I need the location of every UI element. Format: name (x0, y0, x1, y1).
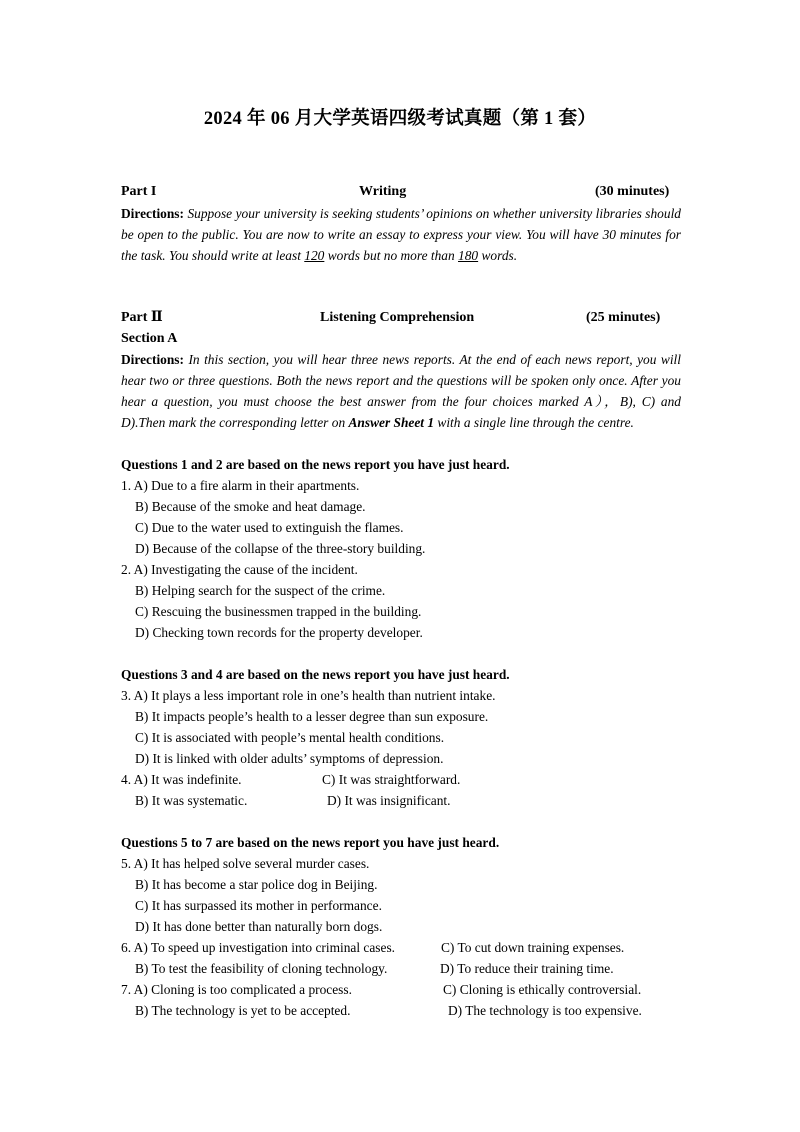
directions-text: Suppose your university is seeking students’ opinions on whether university libraries should be open to the public. You are now to write an essay to express your view. You will have 30 minutes for the task. You should write at least (121, 206, 681, 263)
option-line: B) To test the feasibility of cloning technology. (135, 961, 388, 976)
part1-directions (121, 203, 681, 266)
part2-header (121, 308, 681, 328)
option-line: 1. A) Due to a fire alarm in their apartments. (121, 478, 360, 493)
option-line: B) It was systematic. (135, 793, 248, 808)
option-line: D) Checking town records for the property developer. (135, 625, 423, 640)
option-line: D) Because of the collapse of the three-story building. (135, 541, 426, 556)
directions-text: words but no more than (324, 248, 459, 263)
max-words: 180 (458, 248, 479, 263)
option-line: B) It impacts people’s health to a lesser degree than sun exposure. (135, 709, 489, 724)
option-line: 5. A) It has helped solve several murder cases. (121, 856, 370, 871)
page-title: 2024 年 06 月大学英语四级考试真题（第 1 套） (203, 109, 597, 129)
option-line: C) Cloning is ethically controversial. (443, 982, 642, 997)
option-line: D) The technology is too expensive. (448, 1003, 642, 1018)
option-line: 6. A) To speed up investigation into criminal cases. (121, 940, 396, 955)
part1-header (121, 182, 681, 202)
option-line: 3. A) It plays a less important role in one’s health than nutrient intake. (121, 688, 496, 703)
directions-text: with a single line through the centre. (434, 415, 634, 430)
option-line: C) Due to the water used to extinguish the flames. (135, 520, 404, 535)
option-line: B) It has become a star police dog in Beijing. (135, 877, 378, 892)
directions-text: words. (478, 248, 518, 263)
option-line: C) It was straightforward. (322, 772, 461, 787)
directions-label: Directions: (121, 352, 184, 367)
part1-name: Writing (359, 184, 407, 199)
part1-label: Part I (121, 184, 157, 199)
option-line: C) It has surpassed its mother in performance. (135, 898, 382, 913)
part2-directions (121, 349, 681, 433)
option-line: 7. A) Cloning is too complicated a process. (121, 982, 352, 997)
directions-label: Directions: (121, 206, 184, 221)
option-line: C) It is associated with people’s mental health conditions. (135, 730, 445, 745)
option-line: 4. A) It was indefinite. (121, 772, 242, 787)
option-line: D) It has done better than naturally born dogs. (135, 919, 383, 934)
option-line: 2. A) Investigating the cause of the incident. (121, 562, 358, 577)
option-line: C) Rescuing the businessmen trapped in the building. (135, 604, 422, 619)
part2-name: Listening Comprehension (320, 310, 475, 325)
option-line: B) Helping search for the suspect of the crime. (135, 583, 386, 598)
answer-sheet-label: Answer Sheet 1 (348, 415, 435, 430)
part2-label: Part Ⅱ (121, 310, 163, 325)
part2-time: (25 minutes) (586, 310, 661, 325)
option-line: D) To reduce their training time. (440, 961, 614, 976)
option-line: D) It is linked with older adults’ symptoms of depression. (135, 751, 444, 766)
option-line: D) It was insignificant. (327, 793, 451, 808)
min-words: 120 (304, 248, 325, 263)
section-heading: Section A (121, 331, 178, 346)
option-line: B) Because of the smoke and heat damage. (135, 499, 366, 514)
part1-time: (30 minutes) (595, 184, 670, 199)
question-group-heading: Questions 5 to 7 are based on the news report you have just heard. (121, 835, 500, 850)
directions-text: In this section, you will hear three news reports. At the end of each news report, you will hear two or three questions. Both the news report and the questions will be spoken only once. After you hear a question, you must choose the best answer from the four choices marked A），B), C) and D).Then mark the corresponding letter on (121, 352, 681, 430)
question-group-heading: Questions 1 and 2 are based on the news report you have just heard. (121, 457, 510, 472)
option-line: B) The technology is yet to be accepted. (135, 1003, 351, 1018)
option-line: C) To cut down training expenses. (441, 940, 625, 955)
question-group-heading: Questions 3 and 4 are based on the news report you have just heard. (121, 667, 510, 682)
